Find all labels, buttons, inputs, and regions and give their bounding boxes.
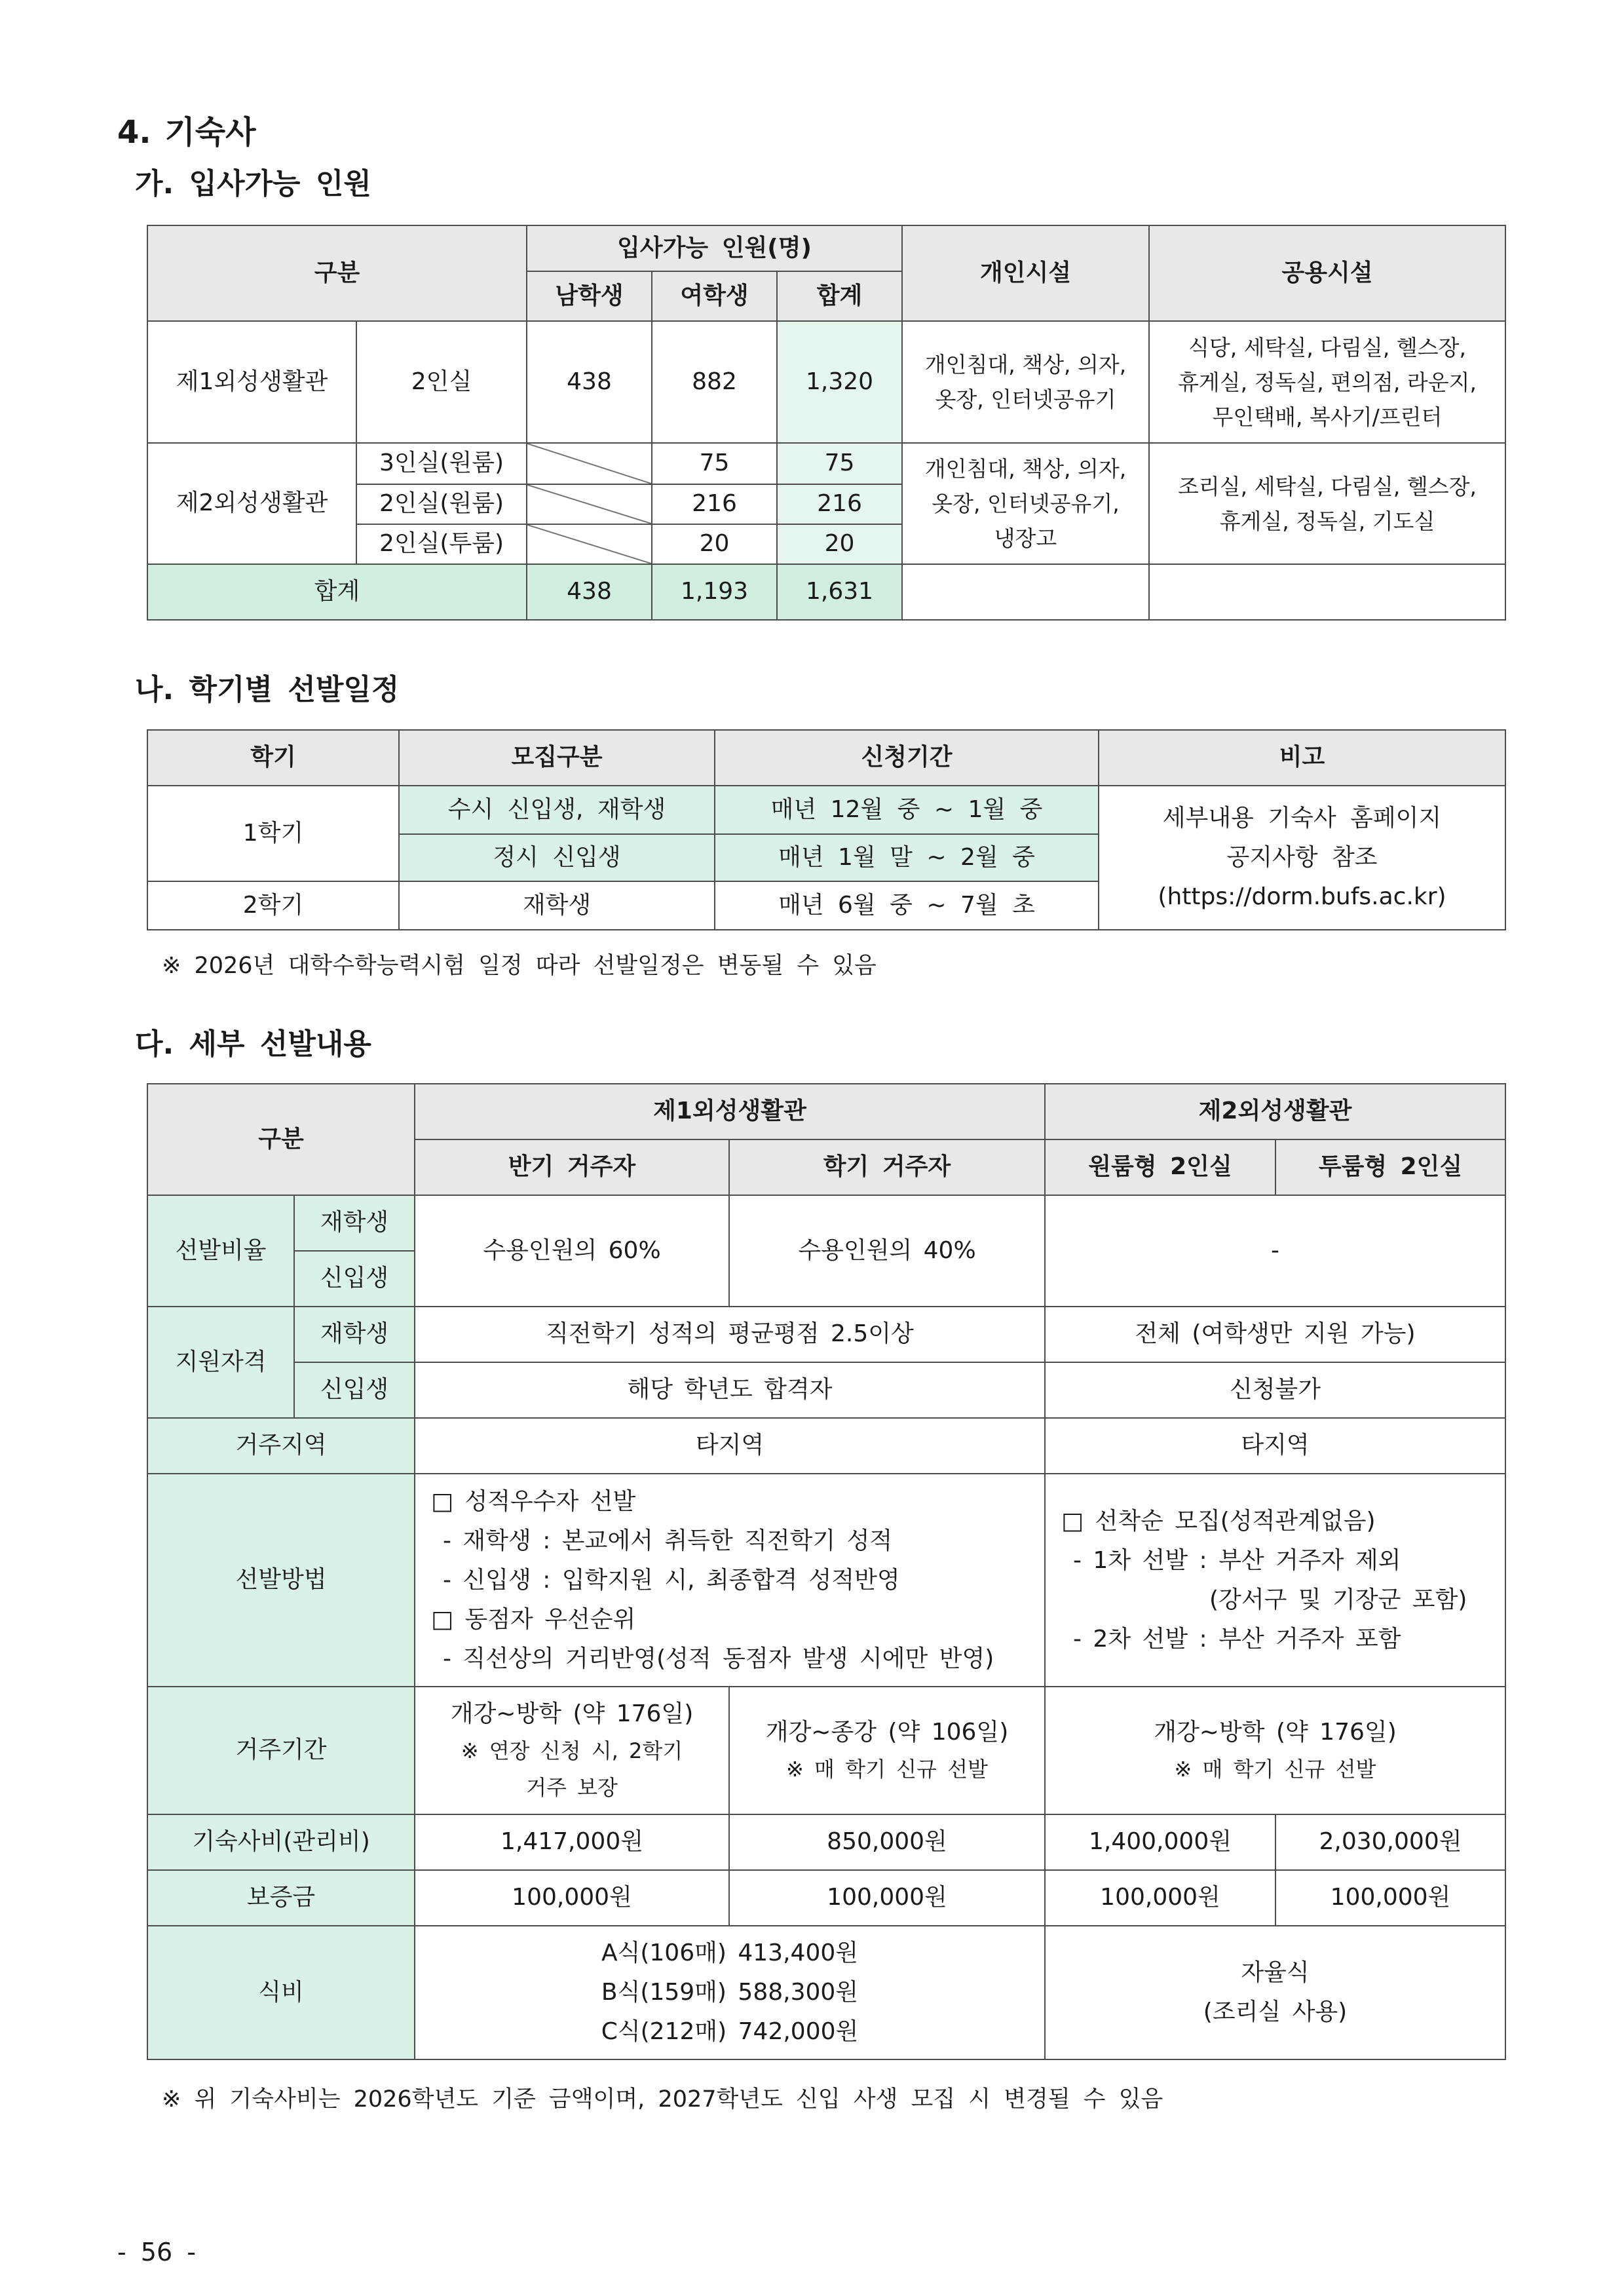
sub-label-new: 신입생 xyxy=(294,1251,415,1307)
period-line: 개강~방학 (약 176일) xyxy=(450,1700,694,1727)
period-semester xyxy=(729,1687,1045,1814)
remark-cell xyxy=(1099,786,1505,930)
header-male: 남학생 xyxy=(527,271,652,321)
sub-label-new: 신입생 xyxy=(294,1362,415,1418)
page-number: - 56 - xyxy=(117,2238,196,2267)
row-label-method: 선발방법 xyxy=(147,1474,415,1687)
method-subitem: - 직선상의 거리반영(성적 동점자 발생 시에만 반영) xyxy=(443,1645,994,1672)
meal-hall2 xyxy=(1045,1926,1505,2059)
method-item: □ 선착순 모집(성적관계없음) xyxy=(1061,1507,1376,1535)
remark-line: 세부내용 기숙사 홈페이지 xyxy=(1162,805,1442,832)
method-subitem: - 신입생 : 입학지원 시, 최종합격 성적반영 xyxy=(443,1566,900,1594)
shared-facilities xyxy=(1149,443,1505,564)
row-label-meal: 식비 xyxy=(147,1926,415,2059)
header-oneroom: 원룸형 2인실 xyxy=(1045,1139,1275,1195)
schedule-heading: 나. 학기별 선발일정 xyxy=(135,673,400,706)
method-subitem: - 1차 선발 : 부산 거주자 제외 xyxy=(1073,1546,1401,1574)
period-line: 개강~종강 (약 106일) xyxy=(765,1718,1009,1746)
total-count: 1,320 xyxy=(777,321,902,443)
hall-name: 제2외성생활관 xyxy=(147,443,356,564)
meal-option: A식(106매) 413,400원 xyxy=(601,1940,859,1966)
facility-line: 휴게실, 정독실, 기도실 xyxy=(1219,508,1435,534)
private-facilities xyxy=(902,443,1149,564)
row-label-deposit: 보증금 xyxy=(147,1870,415,1926)
female-count: 75 xyxy=(652,443,777,484)
header-total: 합계 xyxy=(777,271,902,321)
header-recruit-type: 모집구분 xyxy=(399,730,715,786)
deposit-half-year: 100,000원 xyxy=(415,1870,729,1926)
meal-option: (조리실 사용) xyxy=(1203,1999,1348,2025)
period-hall2 xyxy=(1045,1687,1505,1814)
section-title: 4. 기숙사 xyxy=(117,114,256,151)
schedule-footnote: ※ 2026년 대학수학능력시험 일정 따라 선발일정은 변동될 수 있음 xyxy=(162,953,877,979)
total-count: 216 xyxy=(777,484,902,524)
meal-option: 자율식 xyxy=(1241,1959,1310,1986)
female-count: 216 xyxy=(652,484,777,524)
eligibility-hall1-new: 해당 학년도 합격자 xyxy=(415,1362,1045,1418)
capacity-table xyxy=(147,225,1506,621)
ratio-semester: 수용인원의 40% xyxy=(729,1195,1045,1307)
facility-line: 개인침대, 책상, 의자, xyxy=(924,456,1127,482)
application-period-cell: 매년 1월 말 ~ 2월 중 xyxy=(715,834,1099,881)
semester-cell: 1학기 xyxy=(147,786,399,881)
facility-line: 조리실, 세탁실, 다림실, 헬스장, xyxy=(1178,473,1477,499)
recruit-type-cell: 수시 신입생, 재학생 xyxy=(399,786,715,834)
fee-half-year: 1,417,000원 xyxy=(415,1814,729,1870)
capacity-heading: 가. 입사가능 인원 xyxy=(135,167,371,201)
total-row-label: 합계 xyxy=(147,564,527,620)
method-subitem: - 재학생 : 본교에서 취득한 직전학기 성적 xyxy=(443,1527,893,1554)
recruit-type-cell: 재학생 xyxy=(399,881,715,930)
row-label-period: 거주기간 xyxy=(147,1687,415,1814)
female-count: 20 xyxy=(652,524,777,564)
header-hall1: 제1외성생활관 xyxy=(415,1084,1045,1139)
header-semester-resident: 학기 거주자 xyxy=(729,1139,1045,1195)
room-type: 2인실(원룸) xyxy=(356,484,527,524)
facility-line: 옷장, 인터넷공유기 xyxy=(935,387,1116,412)
header-remark: 비고 xyxy=(1099,730,1505,786)
empty-diagonal-cell xyxy=(527,443,652,484)
empty-diagonal-cell xyxy=(527,484,652,524)
remark-url: (https://dorm.bufs.ac.kr) xyxy=(1158,883,1446,910)
empty-cell xyxy=(1149,564,1505,620)
recruit-type-cell: 정시 신입생 xyxy=(399,834,715,881)
room-type: 2인실 xyxy=(356,321,527,443)
total-male: 438 xyxy=(527,564,652,620)
eligibility-hall2-current: 전체 (여학생만 지원 가능) xyxy=(1045,1307,1505,1362)
total-count: 20 xyxy=(777,524,902,564)
facility-line: 무인택배, 복사기/프린터 xyxy=(1212,404,1443,430)
application-period-cell: 매년 12월 중 ~ 1월 중 xyxy=(715,786,1099,834)
header-tworoom: 투룸형 2인실 xyxy=(1275,1139,1505,1195)
period-half-year xyxy=(415,1687,729,1814)
header-semester: 학기 xyxy=(147,730,399,786)
details-heading: 다. 세부 선발내용 xyxy=(135,1027,371,1061)
eligibility-hall2-new: 신청불가 xyxy=(1045,1362,1505,1418)
empty-diagonal-cell xyxy=(527,524,652,564)
meal-option: C식(212매) 742,000원 xyxy=(601,2018,859,2045)
method-subitem: - 2차 선발 : 부산 거주자 포함 xyxy=(1073,1625,1401,1653)
application-period-cell: 매년 6월 중 ~ 7월 초 xyxy=(715,881,1099,930)
room-type: 3인실(원룸) xyxy=(356,443,527,484)
eligibility-hall1-current: 직전학기 성적의 평균평점 2.5이상 xyxy=(415,1307,1045,1362)
header-female: 여학생 xyxy=(652,271,777,321)
facility-line: 옷장, 인터넷공유기, xyxy=(932,491,1120,516)
method-subitem-continuation: (강서구 및 기장군 포함) xyxy=(1209,1586,1467,1613)
header-application-period: 신청기간 xyxy=(715,730,1099,786)
sub-label-current: 재학생 xyxy=(294,1307,415,1362)
fee-footnote: ※ 위 기숙사비는 2026학년도 기준 금액이며, 2027학년도 신입 사생 모집 시 변경될 수 있음 xyxy=(162,2086,1163,2113)
total-count: 75 xyxy=(777,443,902,484)
private-facilities xyxy=(902,321,1149,443)
meal-hall1 xyxy=(415,1926,1045,2059)
remark-line: 공지사항 참조 xyxy=(1226,844,1378,871)
shared-facilities xyxy=(1149,321,1505,443)
row-label-region: 거주지역 xyxy=(147,1418,415,1474)
ratio-hall2: - xyxy=(1045,1195,1505,1307)
period-note: ※ 매 학기 신규 선발 xyxy=(1174,1756,1376,1782)
header-category: 구분 xyxy=(147,225,527,321)
empty-cell xyxy=(902,564,1149,620)
row-label-fee: 기숙사비(관리비) xyxy=(147,1814,415,1870)
facility-line: 식당, 세탁실, 다림실, 헬스장, xyxy=(1188,334,1467,360)
female-count: 882 xyxy=(652,321,777,443)
header-half-year-resident: 반기 거주자 xyxy=(415,1139,729,1195)
facility-line: 휴게실, 정독실, 편의점, 라운지, xyxy=(1178,369,1477,395)
fee-oneroom: 1,400,000원 xyxy=(1045,1814,1275,1870)
fee-tworoom: 2,030,000원 xyxy=(1275,1814,1505,1870)
total-all: 1,631 xyxy=(777,564,902,620)
header-capacity: 입사가능 인원(명) xyxy=(527,225,902,271)
hall-name: 제1외성생활관 xyxy=(147,321,356,443)
schedule-table xyxy=(147,729,1506,930)
header-private-facilities: 개인시설 xyxy=(902,225,1149,321)
ratio-half-year: 수용인원의 60% xyxy=(415,1195,729,1307)
total-female: 1,193 xyxy=(652,564,777,620)
selection-details-table xyxy=(147,1083,1506,2060)
period-line: 개강~방학 (약 176일) xyxy=(1154,1718,1397,1746)
method-item: □ 동점자 우선순위 xyxy=(431,1605,636,1633)
row-label-eligibility: 지원자격 xyxy=(147,1307,294,1418)
header-hall2: 제2외성생활관 xyxy=(1045,1084,1505,1139)
room-type: 2인실(투룸) xyxy=(356,524,527,564)
region-hall2: 타지역 xyxy=(1045,1418,1505,1474)
deposit-tworoom: 100,000원 xyxy=(1275,1870,1505,1926)
method-hall2 xyxy=(1045,1474,1505,1687)
deposit-semester: 100,000원 xyxy=(729,1870,1045,1926)
period-note: ※ 매 학기 신규 선발 xyxy=(786,1756,988,1782)
facility-line: 냉장고 xyxy=(994,526,1057,551)
fee-semester: 850,000원 xyxy=(729,1814,1045,1870)
region-hall1: 타지역 xyxy=(415,1418,1045,1474)
facility-line: 개인침대, 책상, 의자, xyxy=(924,352,1127,377)
header-shared-facilities: 공용시설 xyxy=(1149,225,1505,321)
male-count: 438 xyxy=(527,321,652,443)
method-item: □ 성적우수자 선발 xyxy=(431,1487,636,1515)
row-label-ratio: 선발비율 xyxy=(147,1195,294,1307)
method-hall1 xyxy=(415,1474,1045,1687)
period-note: 거주 보장 xyxy=(526,1774,618,1800)
sub-label-current: 재학생 xyxy=(294,1195,415,1251)
deposit-oneroom: 100,000원 xyxy=(1045,1870,1275,1926)
meal-option: B식(159매) 588,300원 xyxy=(601,1979,859,2006)
period-note: ※ 연장 신청 시, 2학기 xyxy=(461,1738,683,1763)
semester-cell: 2학기 xyxy=(147,881,399,930)
header-category: 구분 xyxy=(147,1084,415,1195)
